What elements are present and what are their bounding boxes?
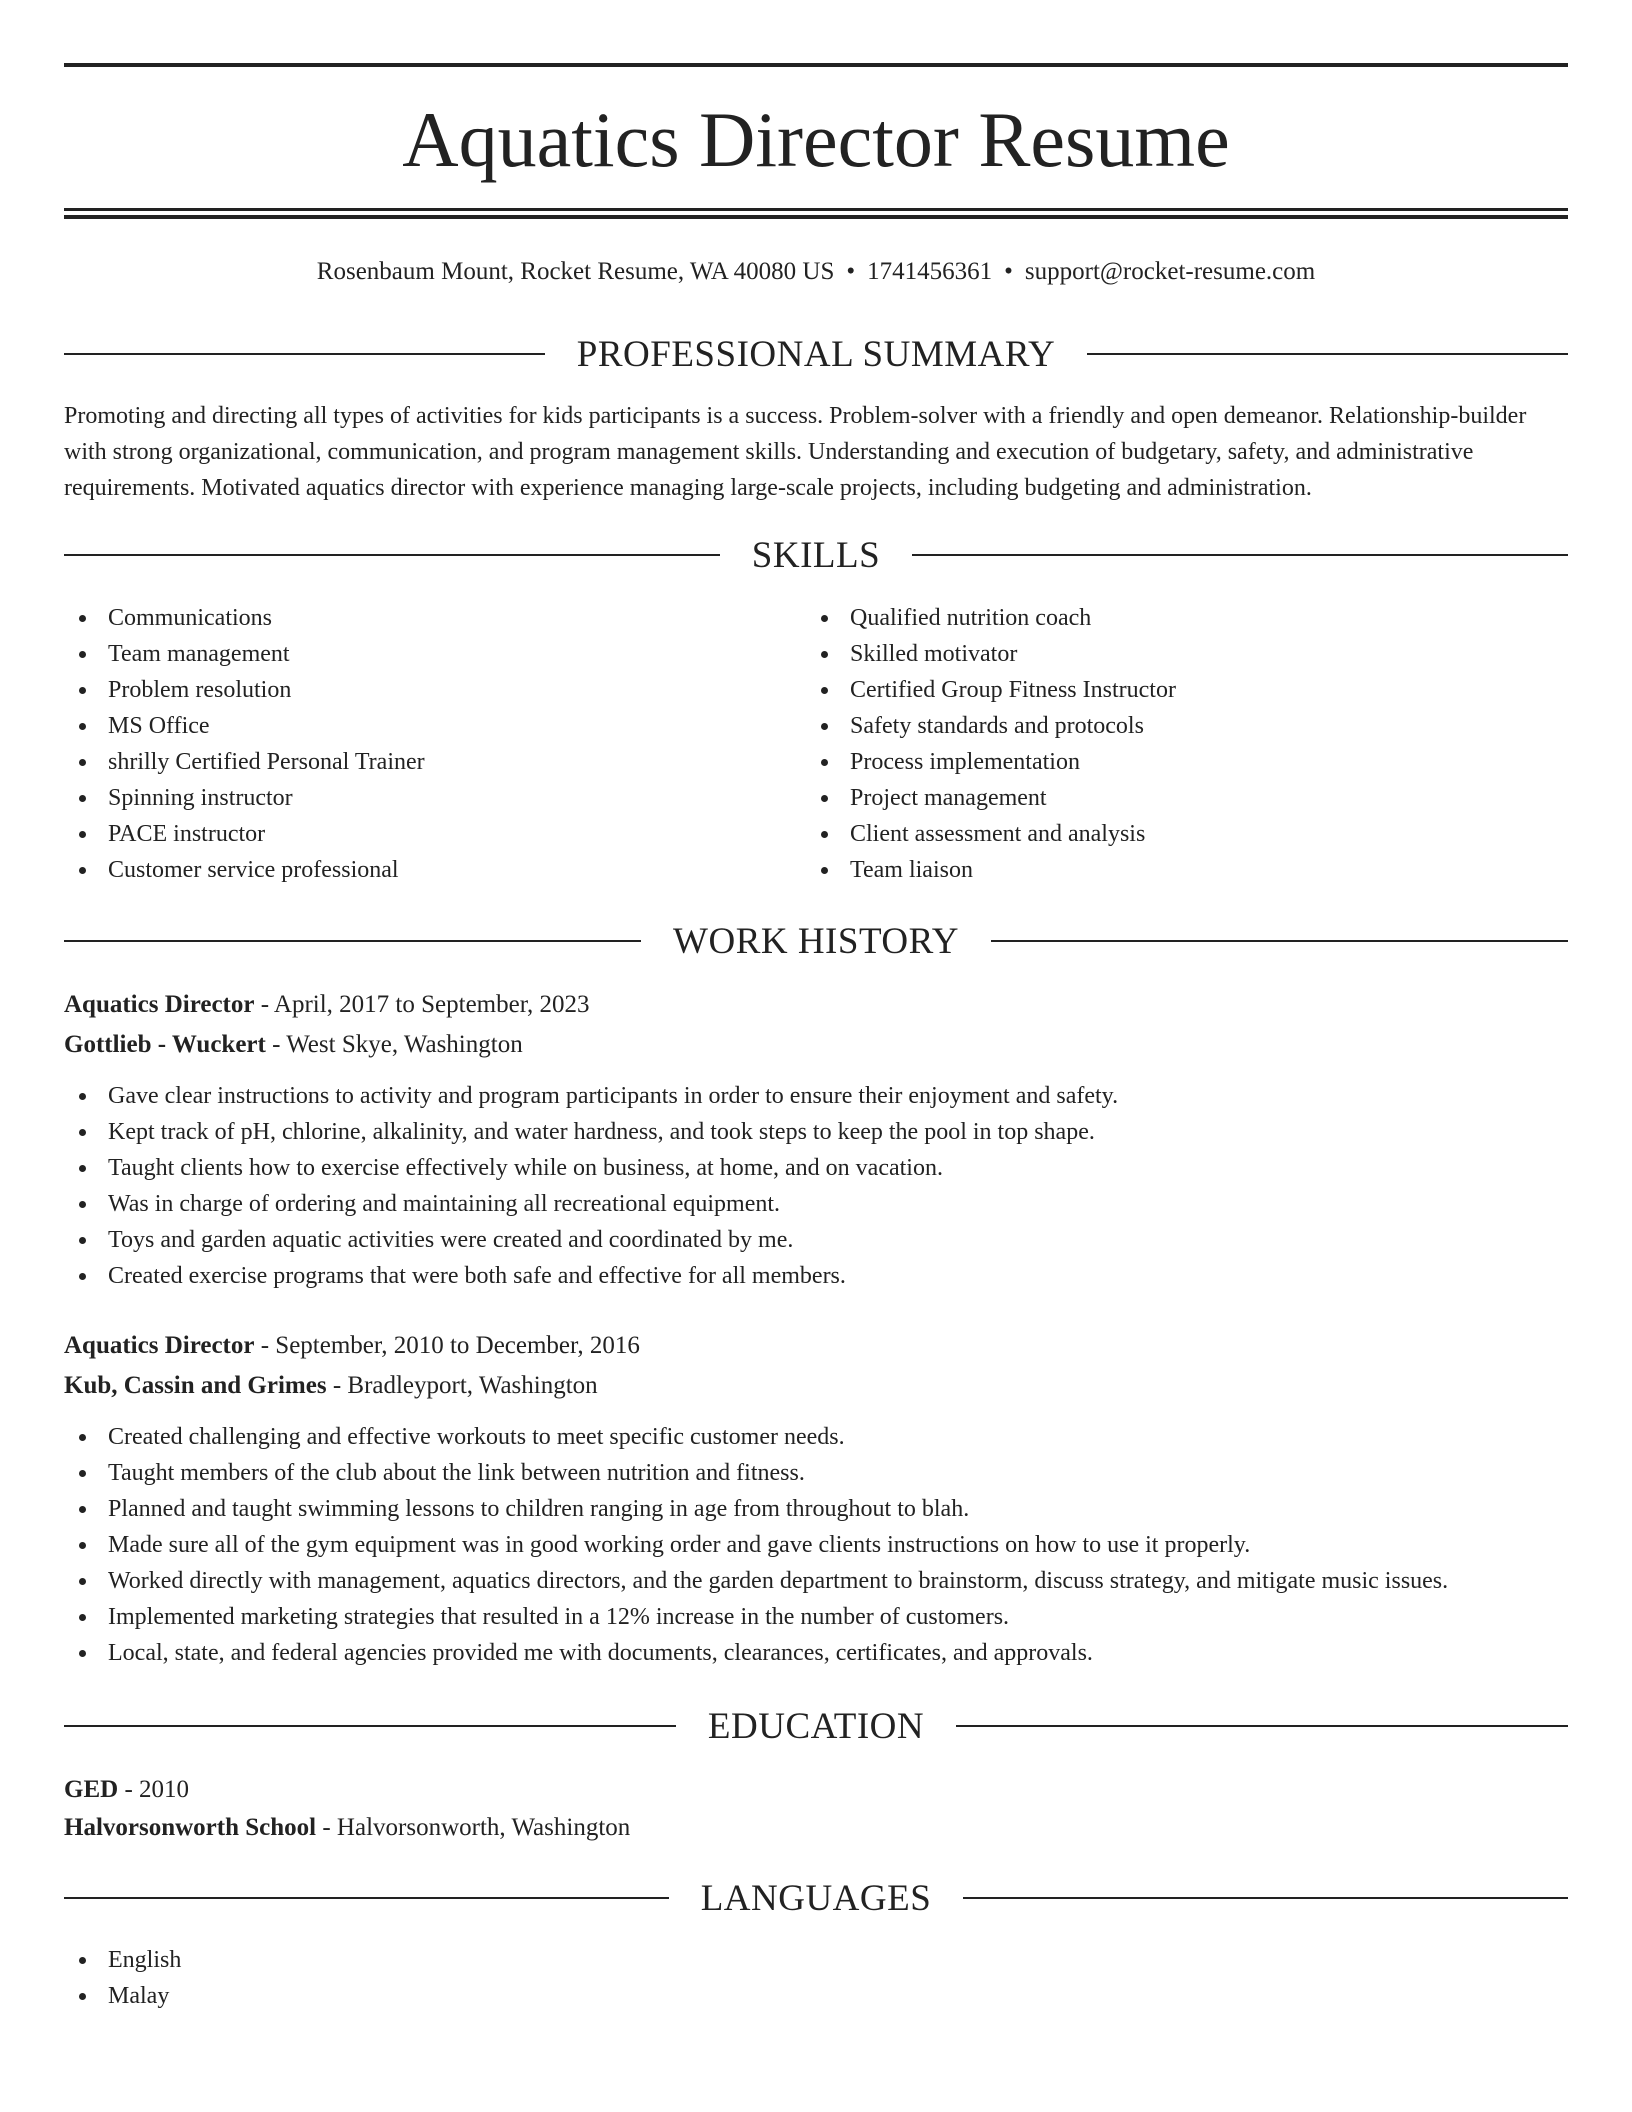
skill-item: shrilly Certified Personal Trainer [64, 744, 784, 780]
skill-item: Safety standards and protocols [806, 708, 1566, 744]
skill-item: Team liaison [806, 852, 1566, 888]
job-bullet: Gave clear instructions to activity and program participants in order to ensure their enjoyment and safety. [64, 1078, 1568, 1114]
resume-title: Aquatics Director Resume [402, 96, 1230, 183]
heading-rule [991, 940, 1568, 942]
job-bullet: Created challenging and effective workouts to meet specific customer needs. [64, 1419, 1568, 1455]
skill-item: Client assessment and analysis [806, 816, 1566, 852]
section-title: WORK HISTORY [673, 920, 959, 962]
job-bullet: Taught clients how to exercise effectively while on business, at home, and on vacation. [64, 1150, 1568, 1186]
section-title: EDUCATION [707, 1705, 925, 1747]
language-item: Malay [64, 1978, 1568, 2014]
job-company: Kub, Cassin and Grimes [64, 1372, 327, 1399]
job-company-line [64, 1366, 1568, 1406]
skill-item: Qualified nutrition coach [806, 600, 1566, 636]
section-heading-education [64, 1701, 1568, 1751]
job-company-line [64, 1025, 1568, 1065]
heading-rule [64, 1725, 676, 1727]
skill-item: Customer service professional [64, 852, 784, 888]
section-heading-skills [64, 530, 1568, 580]
job-bullet: Kept track of pH, chlorine, alkalinity, and water hardness, and took steps to keep the pool in top shape. [64, 1114, 1568, 1150]
job-location: - Bradleyport, Washington [326, 1372, 598, 1399]
job-title-line [64, 985, 1568, 1025]
heading-rule [1087, 353, 1568, 355]
job-title-line [64, 1326, 1568, 1366]
skill-item: Problem resolution [64, 672, 784, 708]
skill-item: Skilled motivator [806, 636, 1566, 672]
job-bullet: Made sure all of the gym equipment was in good working order and gave clients instructions on how to use it properly. [64, 1527, 1568, 1563]
job-bullet: Taught members of the club about the link between nutrition and fitness. [64, 1455, 1568, 1491]
section-title: LANGUAGES [700, 1877, 932, 1919]
job-bullet: Worked directly with management, aquatics directors, and the garden department to brainstorm, discuss strategy, and mitigate music issues. [64, 1563, 1568, 1599]
contact-separator: • [846, 258, 856, 285]
heading-rule [912, 554, 1568, 556]
contact-phone: 1741456361 [867, 258, 993, 285]
education-year: - 2010 [118, 1776, 190, 1803]
job-bullets [64, 1419, 1568, 1671]
skill-item: Team management [64, 636, 784, 672]
job-dates: - April, 2017 to September, 2023 [254, 991, 590, 1018]
title-rule-lower [64, 215, 1568, 219]
skills-list-right [806, 600, 1566, 888]
top-rule [64, 63, 1568, 67]
skill-item: Project management [806, 780, 1566, 816]
skill-item: Communications [64, 600, 784, 636]
education-degree-line [64, 1770, 1568, 1810]
skill-item: MS Office [64, 708, 784, 744]
skill-item: Process implementation [806, 744, 1566, 780]
job-title: Aquatics Director [64, 1332, 255, 1359]
summary-paragraph: Promoting and directing all types of activities for kids participants is a success. Problem-solver with a friendly and open demeanor. Relationship-builder with strong organizational, communication, and program management skills. Understanding and execution of budgetary, safety, and administrative requirements. Motivated aquatics director with experience managing large-scale projects, including budgeting and administration. [64, 403, 1527, 501]
heading-rule [64, 1897, 669, 1899]
heading-rule [64, 554, 720, 556]
section-heading-languages [64, 1873, 1568, 1923]
contact-separator: • [1004, 258, 1013, 285]
heading-rule [64, 940, 641, 942]
job-bullet: Implemented marketing strategies that resulted in a 12% increase in the number of customers. [64, 1599, 1568, 1635]
education-location: - Halvorsonworth, Washington [316, 1814, 631, 1841]
skill-item: Certified Group Fitness Instructor [806, 672, 1566, 708]
job-dates: - September, 2010 to December, 2016 [254, 1332, 640, 1359]
skills-list-left [64, 600, 784, 888]
contact-address: Rosenbaum Mount, Rocket Resume, WA 40080 US [316, 258, 835, 285]
job-location: - West Skye, Washington [265, 1031, 523, 1058]
job-bullet: Planned and taught swimming lessons to children ranging in age from throughout to blah. [64, 1491, 1568, 1527]
job-bullet: Toys and garden aquatic activities were created and coordinated by me. [64, 1222, 1568, 1258]
job-title: Aquatics Director [64, 991, 255, 1018]
education-school: Halvorsonworth School [64, 1814, 317, 1841]
section-heading-work [64, 916, 1568, 966]
heading-rule [956, 1725, 1568, 1727]
job-company: Gottlieb - Wuckert [64, 1031, 266, 1058]
education-school-line [64, 1808, 1568, 1848]
skill-item: PACE instructor [64, 816, 784, 852]
contact-email[interactable]: support@rocket-resume.com [1024, 258, 1316, 285]
section-title: PROFESSIONAL SUMMARY [576, 333, 1056, 375]
languages-list [64, 1942, 1568, 2014]
job-bullet: Was in charge of ordering and maintaining all recreational equipment. [64, 1186, 1568, 1222]
heading-rule [963, 1897, 1568, 1899]
job-bullet: Created exercise programs that were both safe and effective for all members. [64, 1258, 1568, 1294]
section-title: SKILLS [751, 534, 881, 576]
section-heading-summary [64, 329, 1568, 379]
skill-item: Spinning instructor [64, 780, 784, 816]
language-item: English [64, 1942, 1568, 1978]
job-bullet: Local, state, and federal agencies provided me with documents, clearances, certificates, and approvals. [64, 1635, 1568, 1671]
job-bullets [64, 1078, 1568, 1294]
contact-line [64, 254, 1568, 290]
title-rule-upper [64, 208, 1568, 211]
heading-rule [64, 353, 545, 355]
education-degree: GED [64, 1776, 119, 1803]
